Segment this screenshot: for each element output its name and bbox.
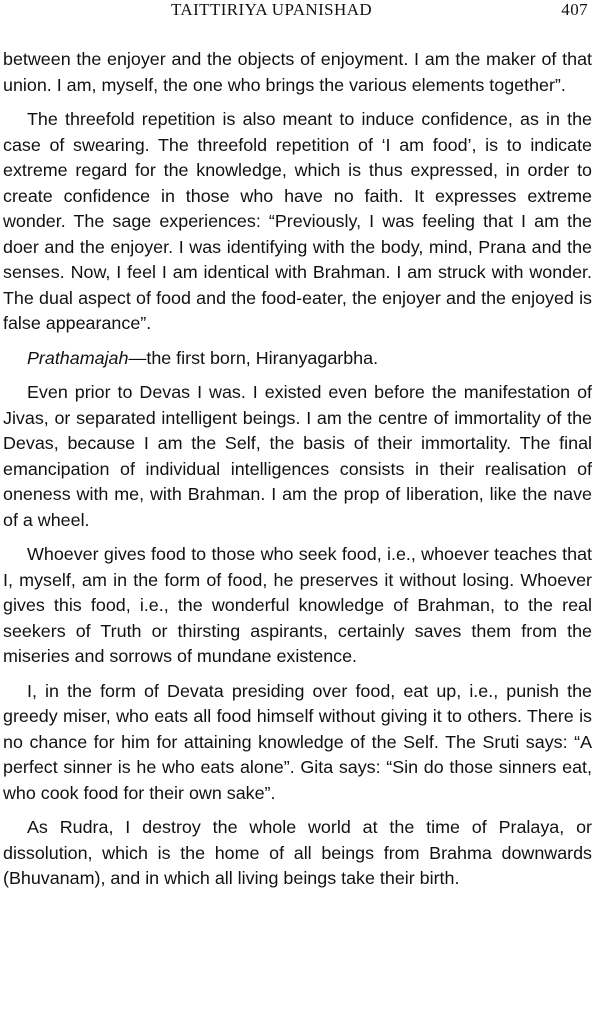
body-text: [3, 47, 592, 892]
running-header: [3, 0, 592, 34]
term-prathamajah: Prathamajah: [27, 347, 129, 368]
paragraph-rudra: As Rudra, I destroy the whole world at the time of Pralaya, or dissolution, which is the home of all beings from Brahma downwards (Bhuvanam), and in which all living beings take their birth.: [3, 817, 592, 888]
paragraph-prathamajah: [3, 346, 592, 372]
paragraph-threefold-repetition: The threefold repetition is also meant to induce confidence, as in the case of swearing. The threefold repetition of ‘I am food’, is to indicate extreme regard for the knowledge, which is thus expressed, in order to create confidence in those who have no faith. It expresses extreme wonder. The sage experiences: “Previously, I was feeling that I am the doer and the enjoyer. I was identifying with the body, mind, Prana and the senses. Now, I feel I am identical with Brahman. I am struck with wonder. The dual aspect of food and the food-eater, the enjoyer and the enjoyed is false appearance”.: [3, 109, 592, 333]
paragraph-devata-food: I, in the form of Devata presiding over food, eat up, i.e., punish the greedy miser, who eats all food himself without giving it to others. There is no chance for him for attaining knowledge of the Self. The Sruti says: “A perfect sinner is he who eats alone”. Gita says: “Sin do those sinners eat, who cook food for their own sake”.: [3, 680, 592, 803]
page-number: 407: [561, 0, 588, 19]
paragraph-continued: between the enjoyer and the objects of enjoyment. I am the maker of that union. I am, myself, the one who brings the various elements together”.: [3, 49, 592, 95]
paragraph-gives-food: Whoever gives food to those who seek food, i.e., whoever teaches that I, myself, am in the form of food, he preserves it without losing. Whoever gives this food, i.e., the wonderful knowledge of Brahman, to the real seekers of Truth or thirsting aspirants, certainly saves them from the miseries and sorrows of mundane existence.: [3, 544, 592, 666]
paragraph-prior-to-devas: Even prior to Devas I was. I existed even before the manifestation of Jivas, or separated intelligent beings. I am the centre of immortality of the Devas, because I am the Self, the basis of their immortality. The final emancipation of individual intelligences consists in their realisation of oneness with me, with Brahman. I am the prop of liberation, like the nave of a wheel.: [3, 382, 592, 530]
term-definition: —the first born, Hiranyagarbha.: [128, 347, 379, 368]
running-title: TAITTIRIYA UPANISHAD: [171, 0, 373, 19]
